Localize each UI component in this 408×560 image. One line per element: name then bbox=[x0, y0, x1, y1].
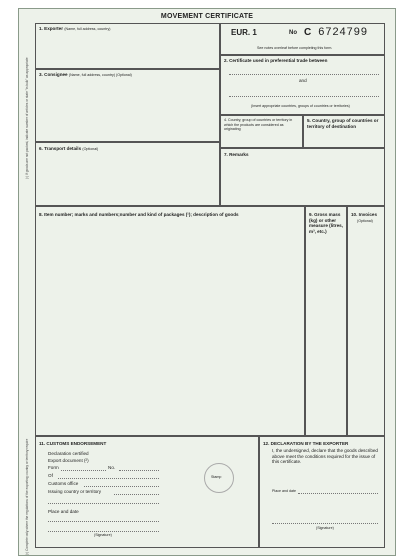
box8-label: 8. Item number; marks and numbers;number and kind of packages (¹); description of goods bbox=[39, 212, 239, 217]
box-invoices[interactable] bbox=[347, 206, 385, 436]
box-transport-details[interactable] bbox=[35, 142, 220, 206]
box11-line2: Export document (²) bbox=[48, 458, 89, 463]
box-origin-country[interactable] bbox=[220, 115, 303, 148]
box10-label: 10. Invoices bbox=[351, 212, 378, 217]
box-number bbox=[220, 23, 385, 55]
box11-issuing: Issuing country or territory bbox=[48, 489, 102, 494]
box2-line-2 bbox=[229, 96, 379, 97]
box-remarks[interactable] bbox=[220, 148, 385, 206]
no-label: No bbox=[289, 30, 297, 36]
box2-and: and bbox=[299, 78, 307, 83]
box11-extra-line bbox=[48, 503, 159, 504]
box11-no-line bbox=[119, 470, 159, 471]
box11-signature-line bbox=[48, 531, 159, 532]
box12-place-line bbox=[298, 493, 378, 494]
box2-line-1 bbox=[229, 74, 379, 75]
side-note-top: (¹) If goods are not packed, indicate number of articles or state "in bulk" as appropriate bbox=[25, 57, 29, 179]
box12-place-date: Place and date bbox=[272, 489, 296, 493]
side-note-bottom: (²) Complete only where the regulations of the exporting country or territory require bbox=[25, 438, 29, 555]
box10-hint: (Optional) bbox=[357, 218, 373, 223]
box11-of-line bbox=[58, 478, 159, 479]
box2-hint: (Insert appropriate countries, groups of countries or territories) bbox=[251, 104, 350, 108]
box11-form: Form bbox=[48, 465, 59, 470]
box9-text: 9. Gross mass (kg) or other measure (litres, m³, etc.) bbox=[309, 212, 343, 234]
box-goods-description[interactable] bbox=[35, 206, 305, 436]
box-consignee[interactable] bbox=[35, 69, 220, 142]
box-gross-mass[interactable] bbox=[305, 206, 347, 436]
box-customs-endorsement[interactable] bbox=[35, 436, 259, 548]
series-letter: C bbox=[304, 27, 312, 38]
box11-form-line bbox=[61, 470, 106, 471]
notes-hint: See notes overleaf before completing this form. bbox=[257, 46, 333, 50]
box12-signature-line bbox=[272, 523, 378, 524]
box1-label: Exporter bbox=[44, 26, 64, 31]
box-destination-country[interactable] bbox=[303, 115, 385, 148]
box11-of: Of bbox=[48, 473, 53, 478]
box2-label: 2. Certificate used in preferential trade between bbox=[224, 58, 328, 63]
box12-signature: (Signature) bbox=[316, 526, 334, 530]
certificate-number: 6724799 bbox=[318, 27, 368, 39]
box11-issuing-line bbox=[114, 494, 159, 495]
box12-text: I, the undersigned, declare that the goods described above meet the conditions required for the issue of this certificate. bbox=[272, 448, 378, 465]
box-preferential-trade[interactable] bbox=[220, 55, 385, 115]
box11-no: No. bbox=[108, 465, 116, 470]
box3-label: Consignee bbox=[44, 72, 68, 77]
box11-place-date: Place and date bbox=[48, 509, 79, 514]
box-exporter-declaration[interactable] bbox=[259, 436, 385, 548]
box11-label: 11. CUSTOMS ENDORSEMENT bbox=[39, 441, 107, 446]
box1-hint: (Name, full address, country) bbox=[64, 27, 111, 31]
box7-label: 7. Remarks bbox=[224, 152, 249, 157]
box11-customs-line bbox=[84, 486, 159, 487]
box4-text: 4. Country, group of countries or territory in which the products are considered as originating bbox=[224, 118, 293, 132]
box-exporter[interactable] bbox=[35, 23, 220, 69]
box11-signature: (Signature) bbox=[94, 533, 112, 537]
box5-text: 5. Country, group of countries or territory of destination bbox=[307, 118, 379, 129]
box6-label: 6. Transport details bbox=[39, 146, 82, 151]
box11-line1: Declaration certified bbox=[48, 451, 89, 456]
box12-label: 12. DECLARATION BY THE EXPORTER bbox=[263, 441, 349, 446]
box6-hint: (Optional) bbox=[82, 147, 99, 151]
box1-num: 1. bbox=[39, 26, 43, 31]
certificate-sheet bbox=[18, 8, 396, 556]
document-title: MOVEMENT CERTIFICATE bbox=[160, 13, 254, 20]
box3-hint: (Name, full address, country) (Optional) bbox=[68, 73, 132, 77]
eur-label: EUR. 1 bbox=[231, 28, 257, 37]
box11-stamp: Stamp bbox=[211, 475, 222, 479]
box11-customs-office: Customs office bbox=[48, 481, 79, 486]
box3-num: 3. bbox=[39, 72, 43, 77]
box11-place-line bbox=[48, 521, 159, 522]
